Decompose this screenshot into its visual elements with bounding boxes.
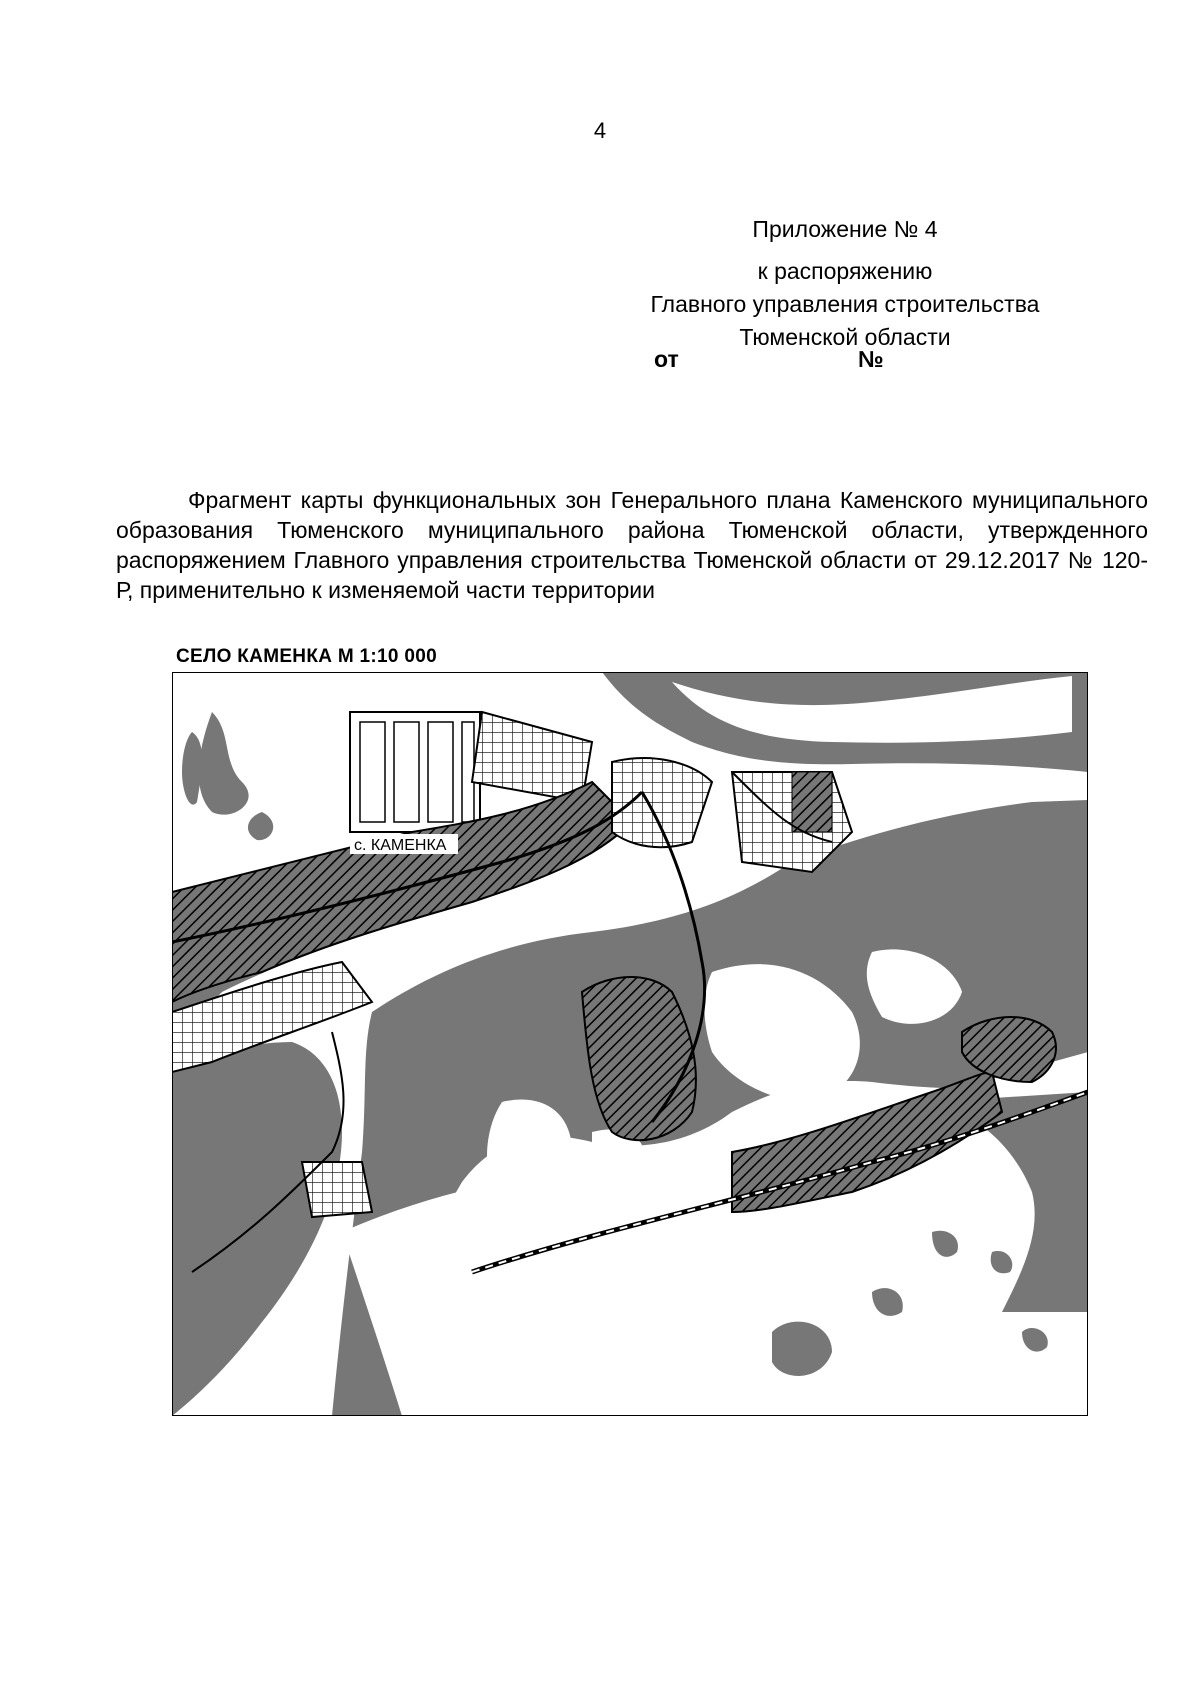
description-paragraph: Фрагмент карты функциональных зон Генерального плана Каменского муниципального образования Тюменского муниципального района Тюменской области, утвержденного распоряжением Главного управления строительства Тюменской области от 29.12.2017 № 120-Р, применительно к изменяемой части территории [116,487,1148,603]
functional-zones-map [172,672,1088,1416]
number-label: № [858,346,884,372]
date-label: от [654,346,679,372]
settlement-label: с. КАМЕНКА [354,837,447,854]
map-svg [172,672,1088,1416]
appendix-line-1: к распоряжению [757,258,933,284]
quarter-east-hatched [792,772,832,832]
appendix-line-2: Главного управления строительства [650,291,1040,317]
map-caption: СЕЛО КАМЕНКА М 1:10 000 [176,646,437,667]
appendix-line-3: Тюменской области [739,324,951,350]
page-number: 4 [593,118,607,143]
appendix-title: Приложение № 4 [752,216,938,242]
